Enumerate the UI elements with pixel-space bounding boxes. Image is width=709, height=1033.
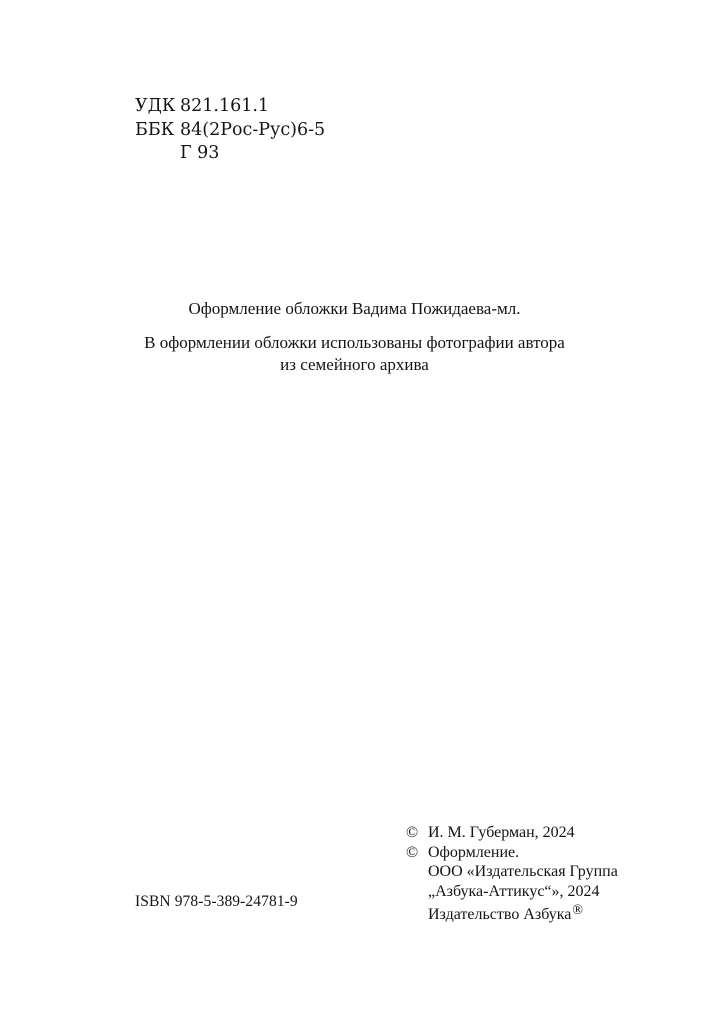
imprint-name: Издательство Азбука <box>428 906 572 923</box>
publisher-line-1: ООО «Издательская Группа <box>428 863 618 880</box>
registered-mark: ® <box>572 903 584 918</box>
bbk-label: ББК <box>135 119 175 140</box>
author-copyright-text: И. М. Губерман, 2024 <box>428 824 575 841</box>
author-sign: Г 93 <box>180 143 220 163</box>
design-copyright <box>406 843 618 863</box>
udk-label: УДК <box>135 96 176 116</box>
photo-credit-line-1: В оформлении обложки использованы фотографии автора <box>144 333 565 352</box>
publisher-line-2: „Азбука-Аттикус“», 2024 <box>428 882 600 900</box>
imprint-line <box>406 901 618 925</box>
author-copyright <box>406 823 618 843</box>
bbk-value: 84(2Рос-Рус)6-5 <box>180 119 326 140</box>
author-sign-row <box>135 142 325 166</box>
copyright-symbol: © <box>406 843 419 861</box>
isbn: ISBN 978-5-389-24781-9 <box>135 893 298 910</box>
copyright-symbol: © <box>406 824 419 841</box>
bbk-row <box>135 119 325 143</box>
cover-credits <box>0 298 709 376</box>
cover-design-credit: Оформление обложки Вадима Пожидаева-мл. <box>188 299 521 318</box>
copyright-block <box>406 823 618 925</box>
udk-row <box>135 95 325 119</box>
design-copyright-label: Оформление. <box>428 843 520 861</box>
photo-credit-line-2: из семейного архива <box>280 355 429 374</box>
classification-block <box>135 95 325 166</box>
udk-value: 821.161.1 <box>180 96 270 116</box>
